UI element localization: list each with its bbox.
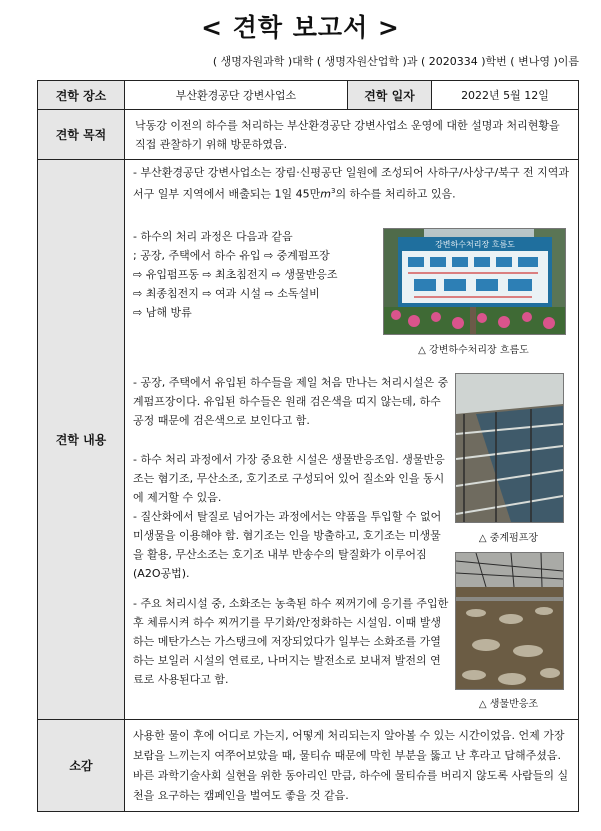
content-label: 견학 내용 (38, 160, 125, 720)
nitrification-paragraph: - 질산화에서 탈질로 넘어가는 과정에서는 약품을 투입할 수 없어 미생물을 이용해야 함. 혐기조는 인을 방출하고, 호기조는 미생물을 활용, 무산소조는 호기조 내부 반송수의 탈질화가 이루어짐(A2O공법). (133, 510, 442, 580)
process-line: ; 공장, 주택에서 하수 유입 ⇨ 중계펌프장 (133, 249, 330, 262)
purpose-label: 견학 목적 (38, 110, 125, 160)
bio-reactor-paragraph: - 하수 처리 과정에서 가장 중요한 시설은 생물반응조임. 생물반응조는 혐기조, 무산소조, 호기조로 구성되어 있어 질소와 인을 동시에 제거할 수 있음. (133, 453, 445, 504)
report-title: < 견학 보고서 > (201, 13, 400, 42)
relay-pump-caption: △ 중계펌프장 (478, 533, 539, 544)
date-value: 2022년 5월 12일 (432, 81, 579, 110)
place-value: 부산환경공단 강변사업소 (125, 81, 348, 110)
process-line: ⇨ 최종침전지 ⇨ 여과 시설 ⇨ 소독설비 (133, 287, 320, 300)
relay-paragraph: - 공장, 주택에서 유입된 하수들을 제일 처음 만나는 처리시설은 중계펌프장이다. 유입된 하수들은 원래 검은색을 띠지 않는데, 하수 공정 때문에 검은색으로 보인다고 함. (133, 376, 449, 427)
date-label: 견학 일자 (348, 81, 432, 110)
report-table (37, 80, 579, 812)
content-cell (125, 160, 579, 720)
bio-reactor-photo (455, 552, 564, 690)
student-info: ( 생명자원과학 )대학 ( 생명자원산업학 )과 ( 2020334 )학번 ( 변나영 )이름 (212, 55, 579, 68)
flow-diagram-photo (383, 228, 566, 335)
intro-paragraph: - 부산환경공단 강변사업소는 장림·신평공단 일원에 조성되어 사하구/사상구/북구 전 지역과 서구 일부 지역에서 배출되는 1일 45만$m^3$의 하수를 처리하고 있음. (133, 166, 570, 201)
relay-pump-photo (455, 373, 564, 523)
flow-diagram-caption: △ 강변하수처리장 흐름도 (418, 345, 529, 356)
process-line: ⇨ 남해 방류 (133, 306, 192, 319)
purpose-text: 낙동강 이전의 하수를 처리하는 부산환경공단 강변사업소 운영에 대한 설명과 처리현황을 직접 관찰하기 위해 방문하였음. (125, 110, 579, 160)
sludge-paragraph: - 주요 처리시설 중, 소화조는 농축된 하수 찌꺼기에 응기를 주입한 후 체류시켜 하수 찌꺼기를 무기화/안정화하는 시설임. 이때 발생하는 메탄가스는 가스탱크에 저장되었다가 일부는 소화조를 가열하는 보일러 시설의 연료로, 나머지는 발전소로 보내져 발전의 연료로 사용된다고 함. (133, 597, 449, 686)
process-line: ⇨ 유입펌프동 ⇨ 최초침전지 ⇨ 생물반응조 (133, 268, 338, 281)
process-list (133, 227, 383, 322)
place-label: 견학 장소 (38, 81, 125, 110)
bio-reactor-caption: △ 생물반응조 (478, 699, 539, 710)
board-title: 강변하수처리장 흐름도 (435, 240, 515, 249)
review-label: 소감 (38, 720, 125, 812)
review-text: 사용한 물이 후에 어디로 가는지, 어떻게 처리되는지 알아볼 수 있는 시간이었음. 언제 가장 보람을 느끼는지 여쭈어보았을 때, 물티슈 때문에 막힌 부분을 뚫고 난 후라고 답해주셨음. 바른 과학기술사회 실현을 위한 동아리인 만큼, 하수에 물티슈를 버리지 않도록 사람들의 실천을 요구하는 캠페인을 벌여도 좋을 것 같음. (125, 720, 579, 812)
process-line: - 하수의 처리 과정은 다음과 같음 (133, 230, 293, 243)
